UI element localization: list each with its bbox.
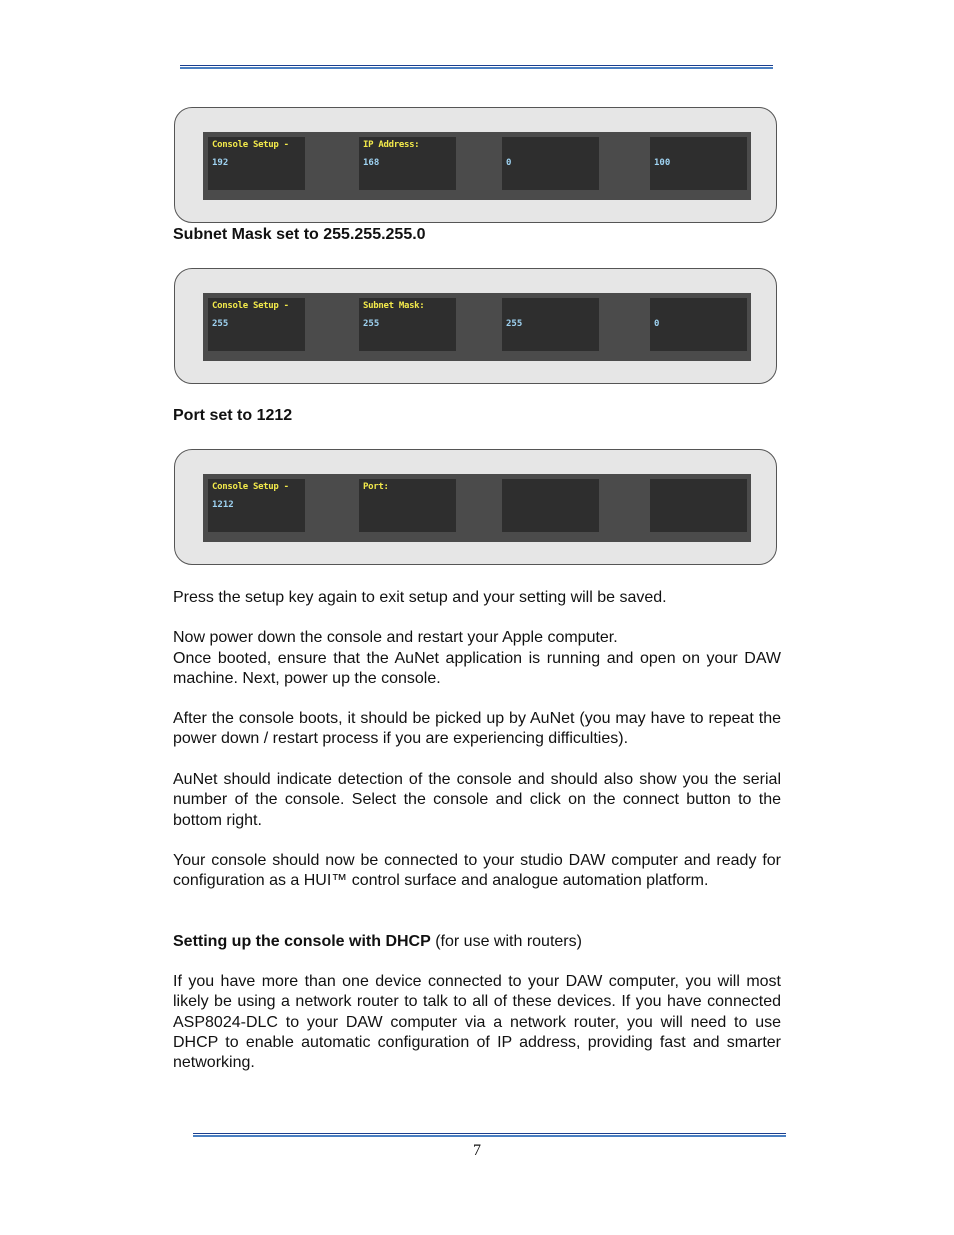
lcd-label: IP Address: <box>363 140 420 150</box>
console-display-subnet-mask <box>174 268 777 384</box>
lcd-screen <box>203 474 751 542</box>
subnet-heading: Subnet Mask set to 255.255.255.0 <box>173 226 426 243</box>
footer-rule <box>193 1133 786 1137</box>
lcd-cell <box>502 298 599 351</box>
power-down-paragraph: Now power down the console and restart your Apple computer. <box>173 629 618 646</box>
lcd-value: 255 <box>506 319 523 329</box>
lcd-cell <box>208 298 305 351</box>
dhcp-body-paragraph: If you have more than one device connected to your DAW computer, you will most likely be using a network router to talk to all of these devices. If you have connected ASP8024-DLC to your DAW computer via a network router, you will need to use DHCP to enable automatic configuration of IP address, providing fast and smarter networking. <box>173 973 781 1072</box>
lcd-cell <box>208 479 305 532</box>
lcd-cell <box>650 298 747 351</box>
lcd-value: 192 <box>212 158 229 168</box>
connected-paragraph: Your console should now be connected to your studio DAW computer and ready for configuration as a HUI™ control surface and analogue automation platform. <box>173 852 781 890</box>
lcd-value: 1212 <box>212 500 234 510</box>
header-rule <box>180 65 773 69</box>
dhcp-heading <box>173 932 781 952</box>
page-number: 7 <box>473 1142 481 1159</box>
lcd-cell <box>650 479 747 532</box>
lcd-cell <box>650 137 747 190</box>
lcd-value: 255 <box>363 319 380 329</box>
lcd-cell <box>359 137 456 190</box>
lcd-cell <box>502 137 599 190</box>
lcd-label: Console Setup - <box>212 140 289 150</box>
port-heading: Port set to 1212 <box>173 407 293 424</box>
booted-paragraph: Once booted, ensure that the AuNet application is running and open on your DAW machine. Next, power up the console. <box>173 650 781 688</box>
lcd-label: Port: <box>363 482 389 492</box>
lcd-label: Console Setup - <box>212 482 289 492</box>
lcd-label: Console Setup - <box>212 301 289 311</box>
console-display-ip-address <box>174 107 777 223</box>
lcd-cell <box>359 298 456 351</box>
lcd-screen <box>203 293 751 361</box>
lcd-value: 100 <box>654 158 671 168</box>
lcd-cell <box>208 137 305 190</box>
lcd-value: 255 <box>212 319 229 329</box>
console-display-port <box>174 449 777 565</box>
lcd-screen <box>203 132 751 200</box>
lcd-label: Subnet Mask: <box>363 301 425 311</box>
dhcp-heading-bold: Setting up the console with DHCP <box>173 933 431 950</box>
lcd-value: 168 <box>363 158 380 168</box>
lcd-value: 0 <box>654 319 660 329</box>
detection-paragraph: AuNet should indicate detection of the console and should also show you the serial number of the console. Select the console and click on the connect button to the bottom right. <box>173 771 781 829</box>
lcd-value: 0 <box>506 158 512 168</box>
after-boot-paragraph: After the console boots, it should be picked up by AuNet (you may have to repeat the power down / restart process if you are experiencing difficulties). <box>173 710 781 748</box>
dhcp-heading-note: (for use with routers) <box>430 933 582 950</box>
lcd-cell <box>359 479 456 532</box>
exit-setup-paragraph: Press the setup key again to exit setup and your setting will be saved. <box>173 589 667 606</box>
lcd-cell <box>502 479 599 532</box>
